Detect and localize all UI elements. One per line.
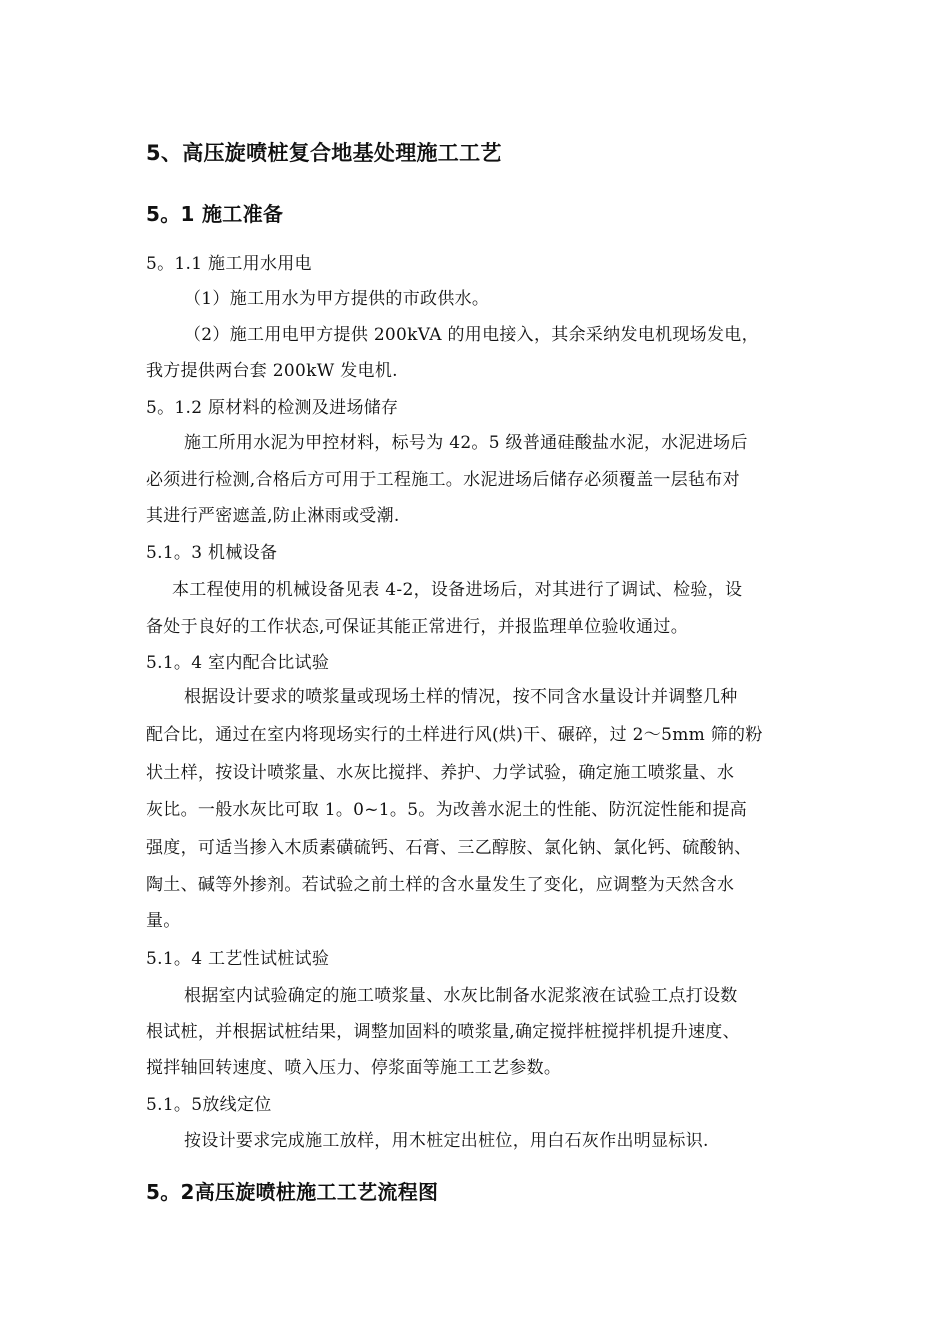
paragraph-mix-line-6: 陶土、碱等外掺剂。若试验之前土样的含水量发生了变化，应调整为天然含水 [146, 875, 735, 895]
paragraph-mix-line-1: 根据设计要求的喷浆量或现场土样的情况，按不同含水量设计并调整几种 [184, 687, 738, 707]
paragraph-trial-line-2: 根试桩，并根据试桩结果，调整加固料的喷浆量,确定搅拌桩搅拌机提升速度、 [146, 1022, 740, 1042]
section-heading-5-1: 5。1 施工准备 [146, 202, 284, 226]
paragraph-trial-line-3: 搅拌轴回转速度、喷入压力、停浆面等施工工艺参数。 [146, 1058, 562, 1078]
paragraph-materials-line-2: 必须进行检测,合格后方可用于工程施工。水泥进场后储存必须覆盖一层毡布对 [146, 470, 740, 490]
document-title: 5、高压旋喷桩复合地基处理施工工艺 [146, 141, 502, 165]
subsection-heading-5-1-3: 5.1。3 机械设备 [146, 543, 278, 563]
paragraph-mix-line-4: 灰比。一般水灰比可取 1。0~1。5。为改善水泥土的性能、防沉淀性能和提高 [146, 800, 748, 820]
paragraph-mix-line-3: 状土样，按设计喷浆量、水灰比搅拌、养护、力学试验，确定施工喷浆量、水 [146, 763, 735, 783]
paragraph-equipment-line-2: 备处于良好的工作状态,可保证其能正常进行，并报监理单位验收通过。 [146, 617, 689, 637]
paragraph-power-supply-line-2: 我方提供两台套 200kW 发电机. [146, 361, 398, 381]
subsection-heading-5-1-4-trial: 5.1。4 工艺性试桩试验 [146, 949, 330, 969]
paragraph-mix-line-2: 配合比，通过在室内将现场实行的土样进行风(烘)干、碾碎，过 2～5mm 筛的粉 [146, 725, 763, 745]
paragraph-water-supply: （1）施工用水为甲方提供的市政供水。 [184, 289, 490, 309]
paragraph-layout-line-1: 按设计要求完成施工放样，用木桩定出桩位，用白石灰作出明显标识. [184, 1131, 709, 1151]
paragraph-equipment-line-1: 本工程使用的机械设备见表 4-2，设备进场后，对其进行了调试、检验，设 [172, 580, 743, 600]
paragraph-power-supply-line-1: （2）施工用电甲方提供 200kVA 的用电接入，其余采纳发电机现场发电， [184, 325, 759, 345]
paragraph-materials-line-1: 施工所用水泥为甲控材料，标号为 42。5 级普通硅酸盐水泥，水泥进场后 [184, 433, 748, 453]
subsection-heading-5-1-5: 5.1。5放线定位 [146, 1095, 272, 1115]
paragraph-materials-line-3: 其进行严密遮盖,防止淋雨或受潮. [146, 506, 400, 526]
paragraph-trial-line-1: 根据室内试验确定的施工喷浆量、水灰比制备水泥浆液在试验工点打设数 [184, 986, 738, 1006]
paragraph-mix-line-7: 量。 [146, 911, 181, 931]
subsection-heading-5-1-4-mix: 5.1。4 室内配合比试验 [146, 653, 330, 673]
paragraph-mix-line-5: 强度，可适当掺入木质素磺硫钙、石膏、三乙醇胺、氯化钠、氯化钙、硫酸钠、 [146, 838, 752, 858]
section-heading-5-2: 5。2高压旋喷桩施工工艺流程图 [146, 1180, 439, 1204]
subsection-heading-5-1-2: 5。1.2 原材料的检测及进场储存 [146, 398, 399, 418]
subsection-heading-5-1-1: 5。1.1 施工用水用电 [146, 254, 312, 274]
